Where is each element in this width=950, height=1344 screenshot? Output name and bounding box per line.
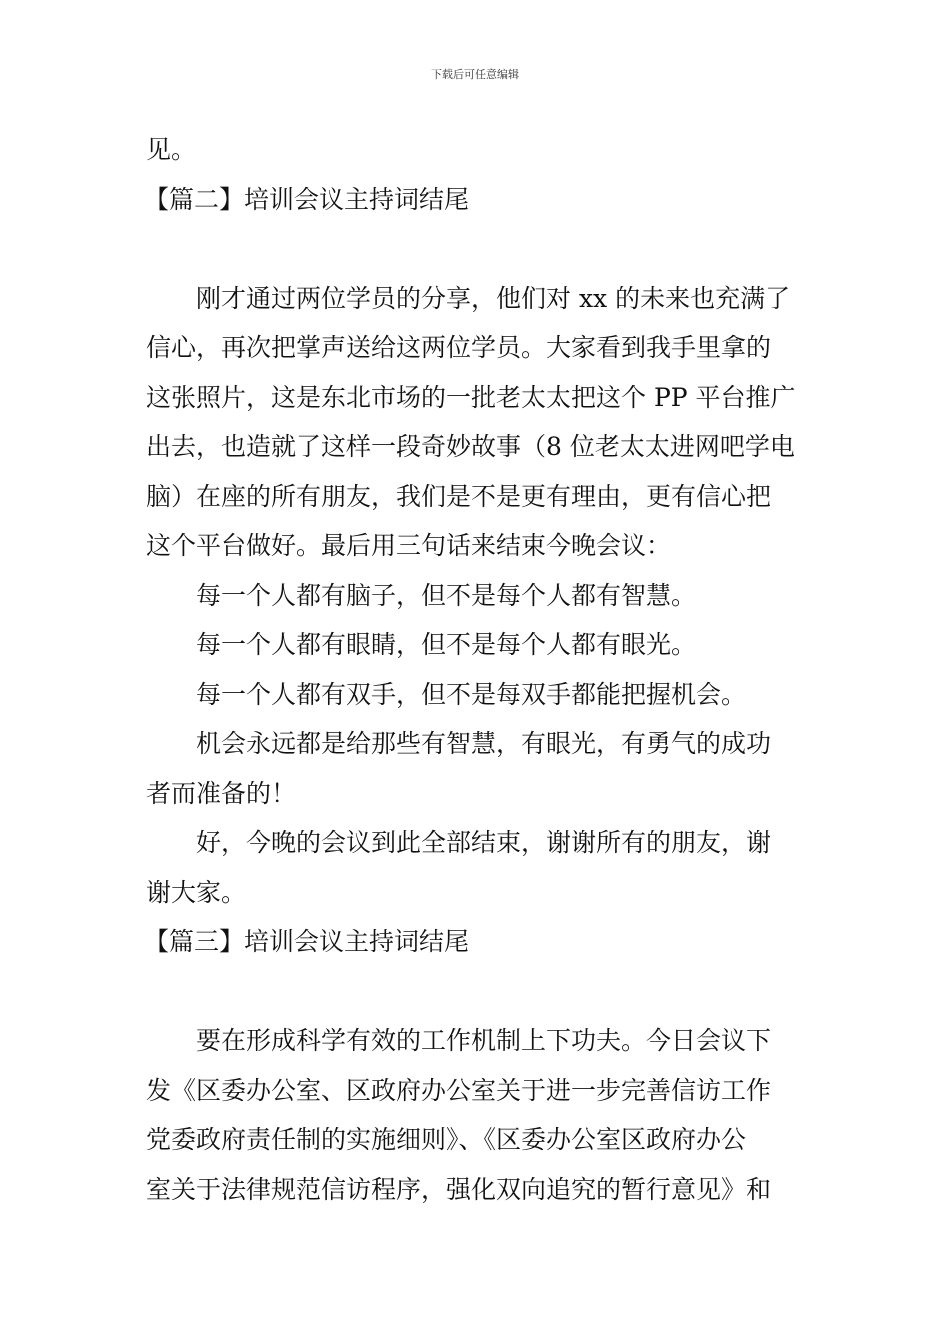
- text-line: 见。: [146, 135, 197, 164]
- text-line: 机会永远都是给那些有智慧，有眼光，有勇气的成功: [196, 729, 772, 758]
- text-line: 这张照片，这是东北市场的一批老太太把这个 PP 平台推广: [146, 382, 796, 412]
- text-line: 出去，也造就了这样一段奇妙故事（8 位老太太进网吧学电: [146, 432, 795, 461]
- text-line: 室关于法律规范信访程序，强化双向追究的暂行意见》和: [146, 1174, 772, 1204]
- text-line: 谢大家。: [146, 877, 247, 907]
- text-line: 刚才通过两位学员的分享，他们对 xx 的未来也充满了: [196, 283, 791, 313]
- text-line: 要在形成科学有效的工作机制上下功夫。今日会议下: [196, 1026, 772, 1055]
- text-line: 好，今晚的会议到此全部结束，谢谢所有的朋友，谢: [196, 828, 772, 857]
- text-line: 发《区委办公室、区政府办公室关于进一步完善信访工作: [146, 1075, 772, 1105]
- section-heading: 【篇二】培训会议主持词结尾: [144, 184, 470, 214]
- text-line: 者而准备的！: [146, 778, 297, 808]
- text-line: 每一个人都有眼睛，但不是每个人都有眼光。: [196, 630, 697, 659]
- text-line: 脑）在座的所有朋友，我们是不是更有理由，更有信心把: [146, 481, 772, 511]
- text-line: 这个平台做好。最后用三句话来结束今晚会议：: [146, 531, 672, 560]
- blank-line: [146, 967, 806, 1017]
- text-line: 每一个人都有脑子，但不是每个人都有智慧。: [196, 580, 697, 610]
- document-body: [146, 125, 806, 1214]
- blank-line: [146, 224, 806, 274]
- text-line: 每一个人都有双手，但不是每双手都能把握机会。: [196, 679, 747, 709]
- section-heading: 【篇三】培训会议主持词结尾: [144, 927, 470, 956]
- text-line: 党委政府责任制的实施细则》、《区委办公室区政府办公: [146, 1125, 747, 1154]
- header-note: 下载后可任意编辑: [431, 68, 519, 81]
- text-line: 信心，再次把掌声送给这两位学员。大家看到我手里拿的: [146, 333, 772, 362]
